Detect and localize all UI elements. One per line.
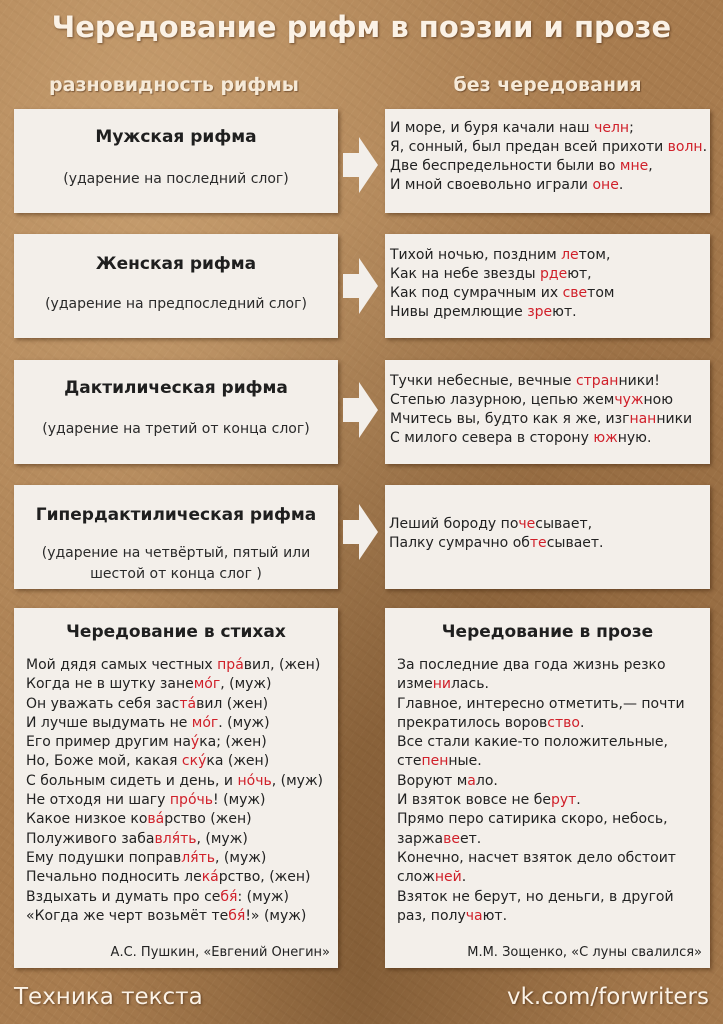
rhyme-highlight: ле — [561, 247, 579, 263]
rhyme-highlight: мне — [619, 158, 649, 174]
text-segment: Леший бороду по — [389, 516, 519, 532]
rhyme-highlight: ля́ть — [181, 849, 216, 866]
text-line — [397, 656, 702, 675]
text-segment: Полуживого заба — [26, 830, 155, 847]
text-segment: Нивы дремлющие — [390, 304, 528, 320]
text-segment: , — [648, 158, 653, 174]
rhyme-highlight: бя́ — [220, 888, 238, 905]
rhyme-highlight: а — [467, 772, 476, 789]
rhyme-highlight: зре — [527, 304, 553, 320]
text-segment: Печально подносить ле — [26, 869, 202, 886]
text-line — [397, 888, 702, 907]
text-segment: том, — [578, 247, 611, 263]
text-line — [397, 868, 702, 887]
text-line — [390, 372, 706, 391]
text-segment: Как на небе звезды — [390, 266, 541, 282]
verse-lines — [26, 656, 330, 926]
poem-lines — [390, 372, 706, 448]
rhyme-type-name: Мужская рифма — [95, 127, 257, 147]
text-segment: Я, сонный, был предан всей прихоти — [390, 139, 668, 155]
text-segment: , (муж) — [196, 830, 248, 847]
text-line — [26, 772, 330, 791]
rhyme-highlight: но́чь — [237, 772, 272, 789]
text-segment: Вздыхать и думать про се — [26, 888, 221, 905]
text-segment: , (муж) — [220, 676, 272, 693]
text-segment: том — [587, 285, 615, 301]
example-card — [385, 485, 710, 589]
text-segment: Мой дядя самых честных — [26, 657, 218, 673]
right-column-header: без чередования — [453, 74, 642, 96]
rhyme-highlight: пен — [421, 753, 449, 770]
rhyme-highlight: у́ — [190, 734, 200, 751]
verse-alternation-card — [14, 608, 338, 968]
text-segment: Он уважать себя зас — [26, 695, 180, 712]
text-segment: заржа — [397, 830, 444, 847]
text-line — [390, 429, 706, 448]
text-segment: . — [702, 139, 708, 155]
text-segment: . — [576, 792, 581, 809]
text-segment: рство, (жен) — [218, 869, 311, 886]
poem-lines — [390, 246, 706, 322]
rhyme-highlight: пра́ — [217, 657, 244, 673]
brand-name: Техника текста — [14, 984, 203, 1010]
text-segment: Степью лазурною, цепью жем — [390, 392, 615, 408]
text-segment: Как под сумрачным их — [390, 285, 563, 301]
text-segment: ники! — [618, 373, 660, 389]
text-line — [390, 157, 706, 176]
rhyme-highlight: рде — [540, 266, 568, 282]
text-segment: Ему подушки поправ — [26, 849, 182, 866]
rhyme-type-desc: (ударение на третий от конца слог) — [42, 421, 310, 437]
text-line — [390, 391, 706, 410]
text-segment: ною — [643, 392, 673, 408]
text-segment: Прямо перо сатирика скоро, небось, — [397, 811, 668, 828]
rhyme-highlight: вля́ть — [154, 830, 197, 847]
text-line — [397, 695, 702, 714]
text-segment: ! (муж) — [213, 792, 266, 809]
rhyme-highlight: стран — [575, 373, 619, 389]
text-line — [26, 830, 330, 849]
example-card — [385, 234, 710, 338]
text-line — [389, 534, 706, 553]
rhyme-type-name: Женская рифма — [95, 254, 257, 274]
text-segment: , (муж) — [271, 772, 324, 789]
text-segment: . (муж) — [218, 714, 270, 731]
verse-alternation-title: Чередование в стихах — [66, 622, 286, 642]
text-segment: Когда не в шутку зане — [26, 676, 194, 693]
rhyme-highlight: ску́ — [181, 753, 207, 770]
text-segment: ; — [629, 120, 634, 136]
text-line — [26, 695, 330, 714]
poem-lines — [390, 119, 706, 195]
text-segment: «Когда же черт возьмёт те — [26, 907, 229, 924]
rhyme-highlight: че — [518, 516, 536, 532]
text-segment: изме — [397, 676, 433, 693]
text-segment: . — [579, 714, 585, 731]
text-segment: , (муж) — [215, 849, 267, 866]
text-segment: ники — [656, 411, 693, 427]
text-segment: сывает. — [546, 535, 604, 551]
rhyme-type-name: Дактилическая рифма — [64, 378, 288, 398]
text-line — [26, 752, 330, 771]
text-segment: рство (жен) — [164, 811, 252, 828]
text-line — [390, 303, 706, 322]
text-line — [397, 810, 702, 829]
prose-credit: М.М. Зощенко, «С луны свалился» — [467, 945, 702, 960]
text-segment: : (муж) — [237, 888, 290, 905]
arrow-right-icon — [343, 135, 379, 195]
text-line — [26, 888, 330, 907]
text-segment: С милого севера в сторону — [390, 430, 594, 446]
text-line — [26, 733, 330, 752]
text-segment: ло. — [475, 772, 498, 789]
text-segment: ка; (жен) — [199, 734, 267, 751]
rhyme-highlight: про́чь — [169, 792, 214, 809]
text-line — [397, 830, 702, 849]
text-segment: лась. — [450, 676, 489, 693]
text-segment: прекратилось воров — [397, 714, 548, 731]
rhyme-type-desc: (ударение на предпоследний слог) — [45, 296, 307, 312]
rhyme-highlight: мо́г — [193, 676, 221, 693]
brand-link[interactable]: vk.com/forwriters — [506, 984, 709, 1010]
rhyme-highlight: ней — [434, 869, 462, 886]
page-title: Чередование рифм в поэзии и прозе — [51, 10, 672, 44]
rhyme-type-name: Гипердактилическая рифма — [35, 505, 317, 525]
rhyme-highlight: ва́ — [147, 811, 165, 828]
example-card — [385, 360, 710, 464]
text-segment: Две беспредельности были во — [390, 158, 620, 174]
text-segment: ют, — [567, 266, 592, 282]
text-segment: раз, полу — [397, 907, 466, 924]
poem-lines — [389, 515, 706, 553]
text-segment: ную. — [617, 430, 652, 446]
rhyme-type-card — [14, 485, 338, 589]
rhyme-highlight: мо́г — [191, 714, 219, 731]
text-line — [26, 849, 330, 868]
text-segment: Мчитесь вы, будто как я же, изг — [390, 411, 630, 427]
rhyme-highlight: волн — [667, 139, 703, 155]
text-segment: Воруют м — [397, 772, 468, 789]
text-line — [397, 733, 702, 752]
left-column-header: разновидность рифмы — [49, 74, 299, 96]
rhyme-highlight: ка́ — [201, 869, 219, 886]
text-line — [26, 675, 330, 694]
text-segment: И взяток вовсе не бе — [397, 792, 551, 809]
text-segment: Но, Боже мой, какая — [26, 753, 182, 770]
text-segment: За последние два года жизнь резко — [397, 657, 666, 673]
text-segment: Тучки небесные, вечные — [390, 373, 576, 389]
text-segment: !» (муж) — [245, 907, 307, 924]
prose-alternation-card — [385, 608, 710, 968]
rhyme-highlight: бя́ — [228, 907, 246, 924]
text-segment: . — [618, 177, 624, 193]
text-segment: Тихой ночью, поздним — [390, 247, 562, 263]
text-line — [26, 868, 330, 887]
text-line — [397, 752, 702, 771]
rhyme-type-card — [14, 109, 338, 213]
rhyme-highlight: чуж — [614, 392, 644, 408]
rhyme-highlight: та́ — [179, 695, 197, 712]
text-segment: Главное, интересно отметить,— почти — [397, 695, 685, 712]
arrow-right-icon — [343, 380, 379, 440]
text-line — [26, 656, 330, 675]
rhyme-type-card — [14, 234, 338, 338]
text-segment: Не отходя ни шагу — [26, 792, 170, 809]
text-line — [390, 138, 706, 157]
text-line — [390, 246, 706, 265]
text-segment: сте — [397, 753, 422, 770]
rhyme-highlight: рут — [550, 792, 577, 809]
text-segment: И лучше выдумать не — [26, 714, 192, 731]
text-line — [397, 675, 702, 694]
text-segment: . — [461, 869, 467, 886]
text-line — [397, 849, 702, 868]
rhyme-highlight: ве — [443, 830, 460, 847]
rhyme-highlight: ни — [432, 676, 451, 693]
text-line — [390, 119, 706, 138]
text-line — [397, 772, 702, 791]
example-card — [385, 109, 710, 213]
text-segment: Конечно, насчет взяток дело обстоит — [397, 849, 676, 866]
text-segment: ные. — [448, 753, 482, 770]
text-line — [397, 907, 702, 926]
rhyme-highlight: ча — [465, 907, 483, 924]
text-line — [390, 284, 706, 303]
text-segment: слож — [397, 869, 435, 886]
text-segment: сывает, — [535, 516, 593, 532]
text-segment: С больным сидеть и день, и — [26, 772, 238, 789]
text-line — [26, 714, 330, 733]
rhyme-highlight: челн — [594, 120, 630, 136]
text-line — [390, 176, 706, 195]
text-line — [390, 410, 706, 429]
rhyme-type-desc: (ударение на четвёртый, пятый или шестой от конца слог ) — [41, 545, 311, 582]
rhyme-highlight: све — [562, 285, 588, 301]
text-segment: вил (жен) — [196, 695, 269, 712]
text-segment: ют. — [552, 304, 577, 320]
prose-alternation-title: Чередование в прозе — [441, 622, 654, 642]
text-segment: Какое низкое ко — [26, 811, 148, 828]
text-segment: И мной своевольно играли — [390, 177, 593, 193]
rhyme-highlight: юж — [593, 430, 618, 446]
arrow-right-icon — [343, 502, 379, 562]
text-segment: И море, и буря качали наш — [390, 120, 595, 136]
text-line — [26, 907, 330, 926]
text-line — [389, 515, 706, 534]
text-segment: Взяток не берут, но деньги, в другой — [397, 888, 674, 905]
text-line — [397, 791, 702, 810]
text-segment: Палку сумрачно об — [389, 535, 530, 551]
rhyme-type-card — [14, 360, 338, 464]
text-line — [397, 714, 702, 733]
rhyme-type-desc: (ударение на последний слог) — [63, 171, 289, 187]
text-segment: вил, (жен) — [243, 657, 321, 673]
rhyme-highlight: те — [529, 535, 547, 551]
verse-credit: А.С. Пушкин, «Евгений Онегин» — [110, 945, 330, 960]
arrow-right-icon — [343, 256, 379, 316]
rhyme-highlight: оне — [592, 177, 619, 193]
text-segment: ка (жен) — [206, 753, 270, 770]
rhyme-highlight: нан — [629, 411, 657, 427]
text-line — [26, 810, 330, 829]
text-segment: Его пример другим на — [26, 734, 191, 751]
text-segment: Все стали какие-то положительные, — [397, 734, 668, 751]
text-segment: ют. — [482, 907, 508, 924]
text-segment: ет. — [459, 830, 482, 847]
text-line — [390, 265, 706, 284]
text-line — [26, 791, 330, 810]
prose-lines — [397, 656, 702, 926]
rhyme-highlight: ство — [547, 714, 580, 731]
